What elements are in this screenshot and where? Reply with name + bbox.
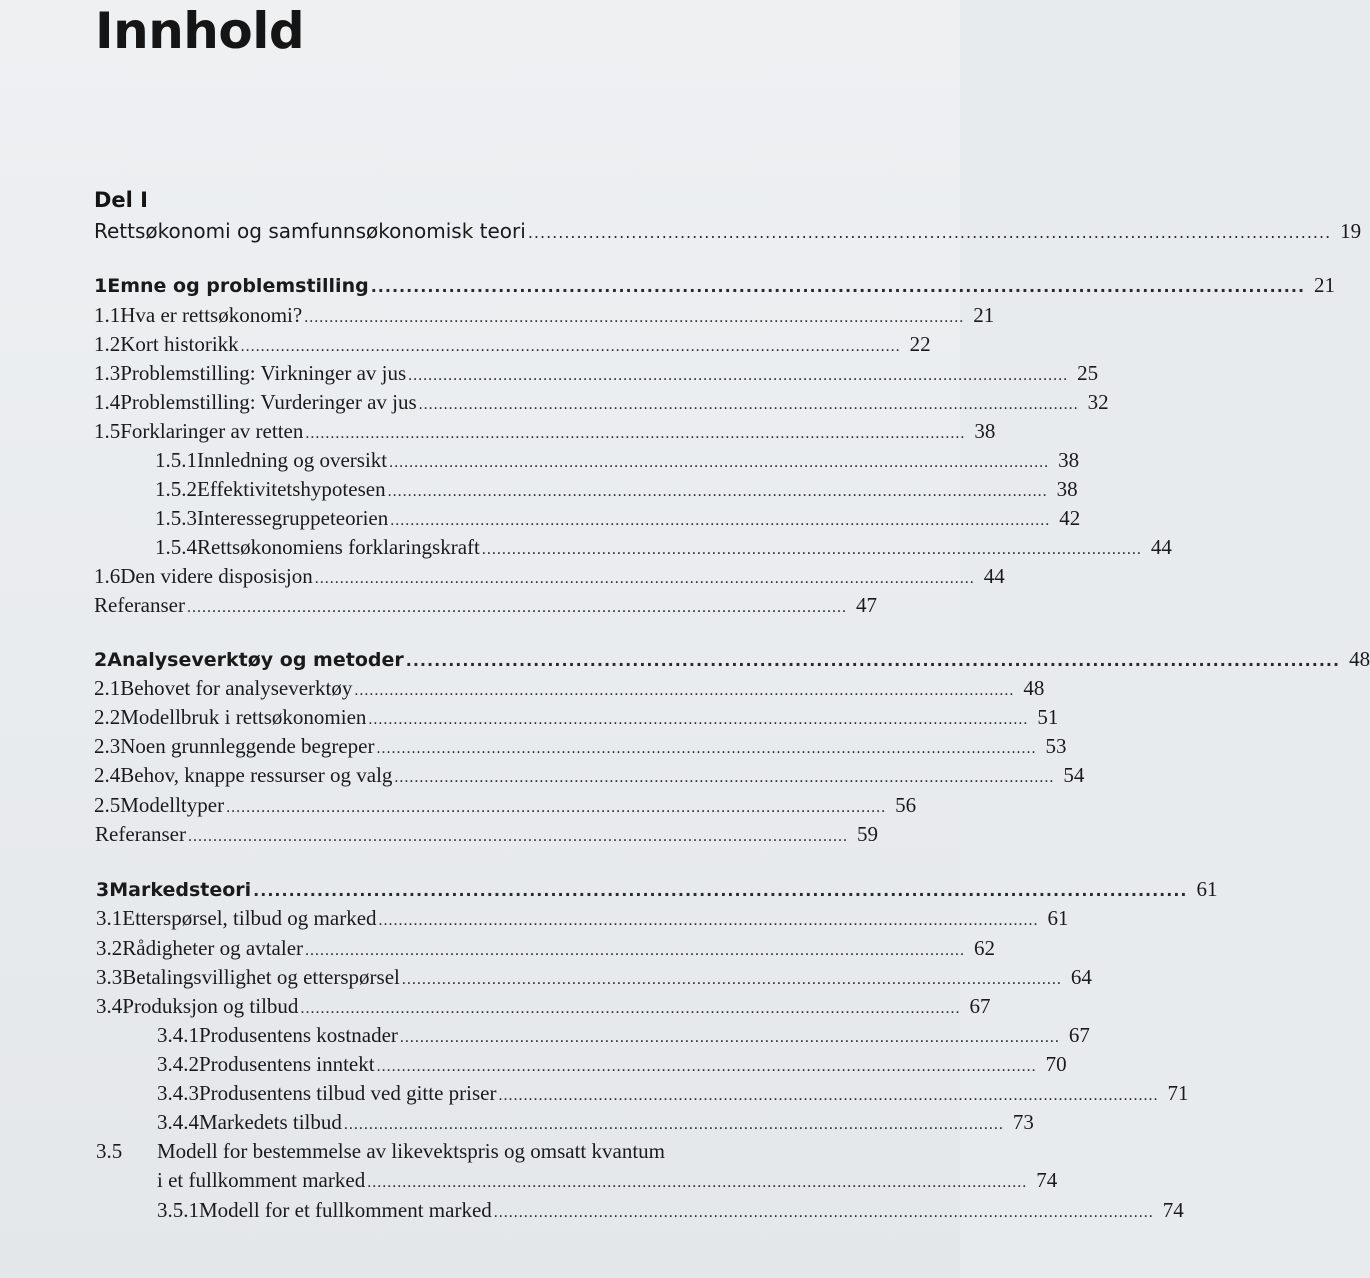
entry-number: 3.1 (96, 906, 123, 930)
leader-dots: .................................................................................................................................... (378, 912, 1039, 929)
toc-subentry (155, 503, 1081, 533)
page-number: 48 (1349, 647, 1370, 671)
page-number: 67 (969, 994, 991, 1018)
entry-number: 1.5.1 (155, 448, 197, 472)
toc-entry (96, 933, 996, 963)
page-number: 51 (1037, 705, 1059, 729)
entry-title: Rådigheter og avtaler (122, 936, 304, 960)
entry-number: 1.5.4 (155, 535, 197, 559)
toc-entry (96, 962, 1092, 992)
toc-chapter (96, 874, 1218, 904)
page-number: 32 (1087, 390, 1109, 414)
leader-dots: .................................................................................................................................... (376, 1058, 1037, 1075)
toc-entry-continuation (157, 1165, 1058, 1195)
entry-number: 1 (94, 275, 108, 297)
leader-dots: .................................................................................................................................... (408, 367, 1069, 384)
entry-number: 1.5.3 (155, 506, 197, 530)
entry-number: 1.3 (94, 361, 121, 385)
leader-dots: .................................................................................................................................... (401, 971, 1062, 988)
page-number: 38 (1058, 448, 1080, 472)
entry-number: 1.5.2 (155, 477, 197, 501)
entry-number: 1.6 (94, 564, 121, 588)
page-number: 59 (856, 822, 878, 846)
toc-entry (94, 702, 1059, 732)
entry-title: Innledning og oversikt (197, 448, 388, 472)
entry-title: Interessegruppeteorien (197, 506, 389, 530)
entry-title: Problemstilling: Vurderinger av jus (120, 390, 417, 414)
page-number: 38 (974, 419, 996, 443)
entry-number: 1.1 (94, 303, 121, 327)
entry-number: 1.4 (94, 390, 121, 414)
entry-title: Referanser (94, 593, 185, 617)
entry-title: Emne og problemstilling (107, 275, 369, 297)
entry-title: Analyseverktøy og metoder (107, 649, 404, 671)
entry-number: 3.2 (96, 936, 123, 960)
toc-entry (96, 1136, 665, 1166)
entry-title: Referanser (95, 822, 186, 846)
entry-number: 2.3 (94, 734, 121, 758)
entry-title: Produsentens kostnader (199, 1023, 398, 1047)
leader-dots: .................................................................................................................................... (370, 277, 1306, 296)
toc-chapter (94, 270, 1336, 300)
leader-dots: .................................................................................................................................... (390, 512, 1051, 529)
part-label: Del I (94, 188, 148, 212)
entry-title: Noen grunnleggende begreper (120, 734, 375, 758)
toc-chapter (94, 644, 1370, 674)
toc-subentry (155, 474, 1078, 504)
toc-entry (94, 300, 995, 330)
page-number: 64 (1070, 965, 1092, 989)
entry-title: Behovet for analyseverktøy (120, 676, 353, 700)
entry-title: Hva er rettsøkonomi? (120, 303, 303, 327)
leader-dots: .................................................................................................................................... (305, 942, 966, 959)
entry-number: 2.5 (94, 793, 121, 817)
leader-dots: .................................................................................................................................... (186, 599, 847, 616)
entry-number: 3.4.3 (157, 1081, 199, 1105)
entry-number: 3.4 (96, 994, 123, 1018)
leader-dots: .................................................................................................................................... (343, 1116, 1004, 1133)
toc-subentry (157, 1020, 1090, 1050)
entry-title: Forklaringer av retten (120, 419, 304, 443)
page-number: 74 (1036, 1168, 1058, 1192)
toc-subentry (155, 445, 1080, 475)
page-number: 42 (1059, 506, 1081, 530)
toc-subentry (157, 1078, 1189, 1108)
page-number: 61 (1196, 877, 1218, 901)
entry-title: Rettsøkonomiens forklaringskraft (197, 535, 480, 559)
entry-title: Behov, knappe ressurser og valg (120, 763, 393, 787)
toc-entry (94, 673, 1045, 703)
toc-entry (94, 790, 917, 820)
page-number: 67 (1068, 1023, 1090, 1047)
entry-title: Problemstilling: Virkninger av jus (120, 361, 407, 385)
entry-number: 3.5 (96, 1139, 123, 1163)
page-title: Innhold (95, 2, 305, 60)
leader-dots: .................................................................................................................................... (240, 338, 901, 355)
entry-title: Kort historikk (120, 332, 239, 356)
leader-dots: .................................................................................................................................... (405, 651, 1341, 670)
entry-title: Modell for bestemmelse av likevektspris og omsatt kvantum (157, 1139, 665, 1163)
entry-title: Produsentens inntekt (199, 1052, 375, 1076)
entry-title: Den videre disposisjon (120, 564, 313, 588)
leader-dots: .................................................................................................................................... (399, 1029, 1060, 1046)
page-number: 71 (1167, 1081, 1189, 1105)
entry-number: 2 (94, 649, 108, 671)
leader-dots: .................................................................................................................................... (418, 396, 1079, 413)
page-number: 54 (1063, 763, 1085, 787)
page-number: 25 (1077, 361, 1099, 385)
leader-dots: .................................................................................................................................... (376, 740, 1037, 757)
leader-dots: .................................................................................................................................... (389, 454, 1050, 471)
entry-title: Markedets tilbud (199, 1110, 342, 1134)
toc-subentry (157, 1107, 1034, 1137)
entry-number: 2.2 (94, 705, 121, 729)
toc-entry (96, 991, 991, 1021)
leader-dots: .................................................................................................................................... (387, 483, 1048, 500)
page-number: 19 (1340, 219, 1362, 243)
leader-dots: .................................................................................................................................... (394, 769, 1055, 786)
leader-dots: .................................................................................................................................... (305, 425, 966, 442)
page-number: 22 (909, 332, 931, 356)
entry-title: Markedsteori (109, 879, 252, 901)
entry-title: i et fullkomment marked (157, 1168, 366, 1192)
page-number: 44 (983, 564, 1005, 588)
page-number: 74 (1162, 1198, 1184, 1222)
leader-dots: .................................................................................................................................... (481, 541, 1142, 558)
toc-subentry (157, 1195, 1184, 1225)
entry-number: 3.4.1 (157, 1023, 199, 1047)
entry-number: 1.2 (94, 332, 121, 356)
page-number: 73 (1012, 1110, 1034, 1134)
page-number: 53 (1045, 734, 1067, 758)
toc-subentry (155, 532, 1172, 562)
toc-entry (94, 329, 931, 359)
toc-entry (94, 760, 1085, 790)
page-number: 61 (1047, 906, 1069, 930)
entry-title: Produksjon og tilbud (122, 994, 299, 1018)
toc-subentry (157, 1049, 1067, 1079)
entry-title: Effektivitetshypotesen (197, 477, 386, 501)
page-number: 21 (973, 303, 995, 327)
entry-number: 3.4.4 (157, 1110, 199, 1134)
entry-title: Modelltyper (120, 793, 225, 817)
page-number: 70 (1045, 1052, 1067, 1076)
leader-dots: .................................................................................................................................... (304, 309, 965, 326)
part-title-row (94, 216, 1362, 246)
toc-entry (96, 903, 1069, 933)
entry-title: Etterspørsel, tilbud og marked (122, 906, 377, 930)
entry-title: Betalingsvillighet og etterspørsel (122, 965, 400, 989)
leader-dots: .................................................................................................................................... (226, 799, 887, 816)
toc-entry (94, 731, 1067, 761)
leader-dots: .................................................................................................................................... (253, 881, 1188, 900)
entry-number: 3.4.2 (157, 1052, 199, 1076)
leader-dots: .................................................................................................................................... (367, 1174, 1028, 1191)
page-number: 56 (895, 793, 917, 817)
entry-title: Modellbruk i rettsøkonomien (120, 705, 367, 729)
toc-entry (94, 561, 1005, 591)
entry-title: Modell for et fullkomment marked (199, 1198, 492, 1222)
page-number: 38 (1056, 477, 1078, 501)
entry-number: 3.3 (96, 965, 123, 989)
leader-dots: .................................................................................................................................... (300, 1000, 961, 1017)
leader-dots: .................................................................................................................................... (354, 682, 1015, 699)
leader-dots: .................................................................................................................................... (368, 711, 1029, 728)
leader-dots: .................................................................................................................................... (187, 828, 848, 845)
page-number: 48 (1023, 676, 1045, 700)
entry-title: Produsentens tilbud ved gitte priser (199, 1081, 497, 1105)
page-number: 47 (855, 593, 877, 617)
toc-entry (94, 416, 996, 446)
page-number: 62 (974, 936, 996, 960)
entry-number: 2.4 (94, 763, 121, 787)
entry-number: 3 (96, 879, 110, 901)
toc-entry (94, 358, 1099, 388)
page-number: 21 (1314, 273, 1336, 297)
leader-dots: .................................................................................................................................... (314, 570, 975, 587)
entry-number: 2.1 (94, 676, 121, 700)
page-number: 44 (1150, 535, 1172, 559)
leader-dots: .................................................................................................................................... (498, 1087, 1159, 1104)
entry-number: 3.5.1 (157, 1198, 199, 1222)
entry-number: 1.5 (94, 419, 121, 443)
toc-references (95, 819, 878, 849)
leader-dots: .................................................................................................................................... (493, 1204, 1154, 1221)
leader-dots: .................................................................................................................................... (527, 223, 1332, 242)
toc-references (94, 590, 877, 620)
part-title: Rettsøkonomi og samfunnsøkonomisk teori (94, 219, 526, 243)
toc-entry (94, 387, 1109, 417)
